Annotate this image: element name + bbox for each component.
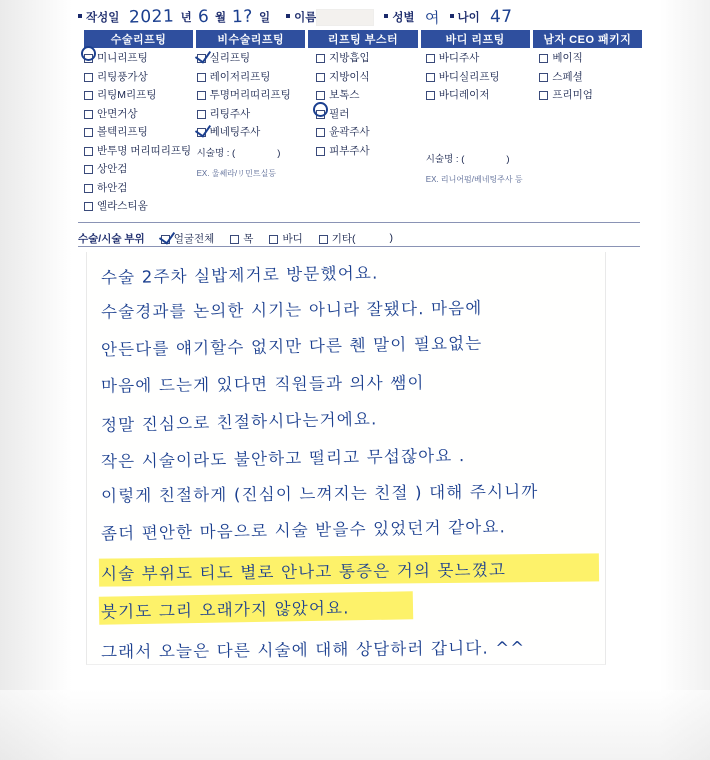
checkbox-columns (84, 52, 646, 217)
category-nonsurgical-lifting: 비수술리프팅 (196, 30, 305, 48)
checkbox-label: 상안검 (97, 163, 128, 175)
category-ceo-package: 남자 CEO 패키지 (533, 30, 642, 48)
checkbox-row[interactable] (84, 182, 194, 194)
site-option-label: 목 (243, 232, 254, 245)
checkbox-icon[interactable] (197, 128, 206, 137)
checkbox-row[interactable] (84, 108, 194, 120)
checkbox-icon[interactable] (316, 73, 325, 82)
checkbox-label: 실리프팅 (209, 52, 251, 64)
checkbox-icon[interactable] (426, 91, 435, 100)
checkbox-icon[interactable] (197, 73, 206, 82)
note-line: 수술 2주차 실밥제거로 방문했어요. (100, 263, 379, 288)
checkbox-label: 미니리프팅 (97, 52, 148, 64)
checkbox-row[interactable] (316, 89, 423, 101)
gender-value: 여 (424, 8, 440, 27)
checkbox-label: 리팅M리프팅 (97, 89, 157, 101)
checkbox-label: 하안검 (97, 181, 128, 194)
date-month-value: 6 (197, 6, 210, 28)
checkbox-label: 리팅주사 (209, 107, 251, 120)
site-option-other[interactable] (319, 231, 393, 246)
checkbox-row[interactable] (539, 89, 643, 101)
category-surgical-lifting: 수술리프팅 (84, 30, 193, 48)
checkbox-label: 프리미엄 (552, 89, 593, 101)
bullet-icon (78, 14, 82, 18)
name-label: 이름 (294, 12, 317, 24)
scan-edge-right (660, 0, 710, 760)
checkbox-icon[interactable] (316, 110, 325, 119)
procedure-name-label: 시술명 : ( (425, 154, 465, 165)
divider-bottom (78, 246, 640, 247)
procedure-name-label: 시술명 : ( (196, 147, 236, 159)
site-option-body[interactable] (269, 231, 302, 246)
checkbox-row[interactable] (84, 126, 194, 138)
site-option-close: ) (389, 232, 394, 244)
checkbox-row[interactable] (539, 52, 643, 64)
checkbox-icon[interactable] (197, 110, 206, 119)
column-body-lifting (426, 52, 537, 217)
checkbox-label: 반투명 머리띠리프팅 (97, 144, 192, 157)
procedure-example-text: EX. 울쎄라/リ민트실등 (196, 168, 277, 178)
checkbox-row[interactable] (426, 89, 537, 101)
note-line: 작은 시술이라도 불안하고 떨리고 무섭잖아요 . (100, 445, 466, 472)
checkbox-icon[interactable] (316, 128, 325, 137)
bullet-icon (450, 14, 454, 18)
site-option-label: 바디 (282, 232, 303, 245)
checkbox-row[interactable] (197, 71, 314, 83)
procedure-name-field[interactable] (426, 151, 537, 165)
checkbox-icon[interactable] (539, 91, 548, 100)
note-line-highlighted: 붓기도 그리 오래가지 않았어요. (101, 593, 411, 622)
checkbox-label: 레이저리프팅 (209, 70, 271, 83)
checkbox-icon[interactable] (84, 202, 93, 211)
checkbox-icon[interactable] (316, 54, 325, 63)
age-label: 나이 (457, 12, 480, 24)
site-option-label: 기타( (331, 232, 356, 245)
note-line: 마음에 드는게 있다면 직원들과 의사 쌤이 (100, 373, 425, 396)
checkbox-row[interactable] (316, 52, 423, 64)
checkbox-icon[interactable] (319, 235, 328, 244)
checkbox-icon[interactable] (316, 91, 325, 100)
checkbox-row[interactable] (316, 71, 423, 83)
procedure-name-close: ) (277, 147, 281, 159)
checkbox-label: 필러 (329, 107, 350, 120)
checkbox-row[interactable] (197, 89, 314, 101)
checkbox-row[interactable] (84, 145, 194, 157)
checkbox-label: 스페셜 (552, 70, 583, 83)
checkbox-row[interactable] (197, 52, 314, 64)
checkbox-row[interactable] (316, 108, 423, 120)
checkbox-row[interactable] (84, 89, 194, 101)
procedure-example-text: EX. 리니어펌/베네팅주사 등 (425, 175, 523, 184)
bullet-icon (384, 14, 388, 18)
checkbox-label: 볼텍리프팅 (97, 126, 148, 138)
date-year-value: 2021 (129, 6, 175, 28)
note-line: 이렇게 친절하게 (진심이 느껴지는 친절 ) 대해 주시니까 (100, 482, 539, 506)
checkbox-label: 베이직 (552, 52, 583, 64)
category-body-lifting: 바디 리프팅 (421, 30, 530, 48)
handwritten-note-area (86, 252, 606, 665)
column-surgical-lifting (84, 52, 194, 217)
note-line: 좀더 편안한 마음으로 시술 받을수 있었던거 같아요. (100, 517, 507, 544)
site-option-label: 얼굴전체 (173, 232, 215, 245)
checkbox-icon[interactable] (84, 165, 93, 174)
checkbox-row[interactable] (84, 52, 194, 64)
bullet-icon (286, 14, 290, 18)
checkbox-icon[interactable] (539, 54, 548, 63)
checkbox-row[interactable] (316, 145, 423, 157)
checkbox-label: 윤곽주사 (329, 126, 370, 138)
checkbox-row[interactable] (84, 200, 194, 212)
note-line: 수술경과를 논의한 시기는 아니라 잘됐다. 마음에 (100, 298, 483, 322)
checkbox-icon[interactable] (84, 110, 93, 119)
category-lifting-booster: 리프팅 부스터 (308, 30, 417, 48)
site-option-face[interactable] (161, 231, 215, 246)
checkbox-label: 리팅풍가상 (97, 70, 148, 83)
checkbox-label: 엘라스티움 (97, 200, 148, 212)
date-label: 작성일 (86, 12, 120, 24)
note-line: 안든다를 얘기할수 없지만 다른 췐 말이 필요없는 (100, 333, 483, 360)
checkbox-icon[interactable] (84, 147, 93, 156)
note-line: 그래서 오늘은 다른 시술에 대해 상담하러 갑니다. ^^ (100, 638, 526, 662)
checkbox-row[interactable] (84, 163, 194, 175)
checkbox-icon[interactable] (84, 73, 93, 82)
date-day-value: 1? (231, 6, 254, 28)
checkbox-label: 바디주사 (438, 52, 480, 64)
checkbox-label: 지방흡입 (329, 52, 370, 64)
checkbox-row[interactable] (84, 71, 194, 83)
procedure-name-field[interactable] (197, 145, 314, 159)
age-value: 47 (489, 6, 513, 28)
checkbox-icon[interactable] (426, 73, 435, 82)
name-redacted-field (316, 9, 374, 26)
treatment-site-label: 수술/시술 부위 (78, 232, 145, 245)
note-line-highlighted: 시술 부위도 티도 별로 안나고 통증은 거의 못느꼈고 (101, 555, 597, 584)
checkbox-icon[interactable] (84, 128, 93, 137)
checkbox-row[interactable] (426, 52, 537, 64)
checkbox-label: 보톡스 (329, 89, 360, 101)
procedure-name-close: ) (506, 154, 510, 165)
checkbox-icon[interactable] (197, 54, 206, 63)
checkbox-label: 지방이식 (329, 70, 370, 83)
gender-label: 성별 (392, 12, 415, 24)
checkbox-icon[interactable] (197, 91, 206, 100)
checkbox-label: 베네팅주사 (209, 126, 261, 138)
checkbox-label: 안면거상 (97, 107, 138, 120)
checkbox-row[interactable] (197, 126, 314, 138)
scan-edge-bottom (0, 690, 710, 760)
checkbox-label: 바디레이저 (438, 89, 490, 101)
checkbox-icon[interactable] (84, 91, 93, 100)
checkbox-icon[interactable] (539, 73, 548, 82)
checkbox-icon[interactable] (316, 147, 325, 156)
column-ceo-package (539, 52, 643, 217)
day-suffix: 일 (258, 12, 271, 24)
checkbox-icon[interactable] (161, 235, 170, 244)
scan-edge-left (0, 0, 72, 760)
divider-top (78, 222, 640, 223)
treatment-site-row (78, 228, 638, 248)
checkbox-icon[interactable] (230, 235, 239, 244)
year-suffix: 년 (180, 12, 192, 24)
month-suffix: 월 (215, 12, 227, 24)
checkbox-row[interactable] (426, 71, 537, 83)
checkbox-label: 바디실리프팅 (438, 70, 500, 83)
checkbox-row[interactable] (197, 108, 314, 120)
checkbox-label: 피부주사 (329, 144, 370, 157)
checkbox-label: 투명머리띠리프팅 (209, 89, 291, 101)
column-lifting-booster (316, 52, 423, 217)
checkbox-row[interactable] (316, 126, 423, 138)
site-option-neck[interactable] (230, 231, 253, 246)
note-line: 정말 진심으로 친절하시다는거에요. (100, 409, 378, 436)
checkbox-icon[interactable] (84, 54, 93, 63)
checkbox-row[interactable] (539, 71, 643, 83)
checkbox-icon[interactable] (269, 235, 278, 244)
checkbox-icon[interactable] (426, 54, 435, 63)
category-header-bar (84, 30, 642, 48)
column-nonsurgical-lifting (197, 52, 314, 217)
checkbox-icon[interactable] (84, 184, 93, 193)
form-header-row (78, 6, 688, 28)
